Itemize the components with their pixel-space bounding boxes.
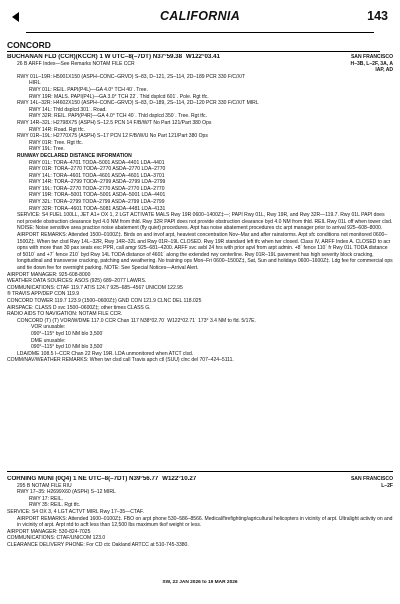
entry-line: RWY 01R: Tree. Rgt tfc. <box>29 139 83 146</box>
entry-line: RWY 01R: TORA–2770 TODA–2770 ASDA–2770 LDA–2770 <box>29 166 166 173</box>
entry-line: RWY 32R: REIL. PAPI(P4R)—GA 4.0° TCH 40´. Thld dsplcd 350´. Tree. Rgt tfc. <box>29 113 207 120</box>
page-number: 143 <box>367 9 388 23</box>
entry-line: RWY 14R: TORA–2799 TODA–2799 ASDA–2799 LDA–2799 <box>29 179 166 186</box>
entry-line: RWY 14R–32L: H2798X75 (ASPH) S–12.5 PCN 14 F/B/W/T No Part 121/Part 380 Ops <box>17 119 212 126</box>
entry-line: RWY 14R: Road. Rgt tfc. <box>29 126 85 133</box>
airport-name: BUCHANAN FLD (CCR)(KCCR) 1 W UTC–8(–7DT) N37°59.38´ W122°03.41´ <box>7 54 223 60</box>
entry-line: AIRSPACE: CLASS D svc 1500–0600Z‡; other times CLASS G. <box>7 304 151 311</box>
entry-line: CONCORD TOWER 119.7 123.9 (1500–0600Z‡) GND CON 121.9 CLNC DEL 118.025 <box>7 297 202 304</box>
chart-ref-2: H–3B, L–2F, 3A, A <box>350 60 393 67</box>
entry-line: RADIO AIDS TO NAVIGATION: NOTAM FILE CCR. <box>7 311 123 318</box>
remarks-paragraph: AIRPORT REMARKS: Attended 1500–0100Z‡. Birds on and invof arpt, heaviest concentration Nov–Mar and after rainstorms. Arpt sfc conditions not monitored 0600–1500Z‡. When twr clsd Rwy 14L–32R, Rwy 14R–32L and Rwy 01R–19L CLOSED. Rwy 19R standard left tfc when twr closed. Class IV, ARFF Index A. CLOSED to acr opns with more than 30 pax seats exc PPR, call amgr 925–681–4200. ARFF svc avbl 24 hrs with prior apvl from arpt admin. +8´ fence 110´ fr Rwy 01L TODA distance of 5010´ and +7´ fence 210´ byd Rwy 14L TODA distance of 4601´ along the extended rwy centerline. Rwy 01R–19L pavement has high severity block cracking, longitudinal and transverse cracking, patching and weathering. No training ops Mon–Fri 0600–1500Z‡, Sat, Sun and holidays 0600–1600Z‡. Ldg fee for commercial ops and tie down fee for overnight parking. NOTE: See Special Notices—Arrival Alert. <box>17 232 393 271</box>
city-rule <box>7 51 380 52</box>
page-header <box>0 0 400 34</box>
entry-line: RWY 01L: TORA–4701 TODA–5001 ASDA–4401 LDA–4401 <box>29 159 165 166</box>
entry-line: 090°–115° byd 10 NM blo 3,500´ <box>31 344 104 351</box>
remarks-paragraph: AIRPORT REMARKS: Attended 1600–0100Z‡. FBO on arpt phone 530–586–8566. Medical/firefighting/agricultural helicopters in vicinity of arpt. Ultralight activity on and in vicinity of arpt. Arpt ntd to acft less than 12,500 lbs maximum tkof weight or less. <box>17 515 393 529</box>
entry-line: ® TRAVIS APP/DEP CON 119.9 <box>7 291 80 298</box>
airport-name: CORNING MUNI (0Q4) 1 NE UTC–8(–7DT) N39°56.77´ W122°10.27´ <box>7 476 199 482</box>
entry-line: RWY 32L: TORA–2799 TODA–2799 ASDA–2799 LDA–2799 <box>29 199 165 206</box>
entry-line: 090°–115° byd 10 NM blo 3,500´ <box>31 330 104 337</box>
entry-line: RUNWAY DECLARED DISTANCE INFORMATION <box>17 152 132 159</box>
entry-line: RWY 19R: MALS. PAPI(P4L)—GA 3.0° TCH 22´. Thld dsplcd 601´. Pole. Rgt tfc. <box>29 93 209 100</box>
entry-line: RWY 19L: Tree. <box>29 146 65 153</box>
entry-line: RWY 01R–19L: H2770X75 (ASPH) S–17 PCN 12 F/B/W/U No Part 121/Part 380 Ops <box>17 133 208 140</box>
entry-line: COMMUNICATIONS: CTAF/UNICOM 123.0 <box>7 535 106 542</box>
airport-title-line <box>7 54 393 61</box>
entry-line: AIRPORT MANAGER: 925-608-8000 <box>7 271 91 278</box>
remarks-paragraph: SERVICE: S4 FUEL 100LL, JET A1+ OX 1, 2 LGT ACTIVATE MALS Rwy 19R 0600–1400Z‡—; PAPI Rwy 01L, Rwy 19R, and Rwy 32R—119.7. Rwy 01L PAPI does not provide obstruction clearance byd 4.0 NM from thld. Rwy 32R PAPI does not provide obstruction clearance byd 4.0 NM from thld. REIL Rwy 01L off when tower clsd. <box>17 212 393 225</box>
airport-entry-corning <box>7 476 393 549</box>
entry-line: CONCORD (T) (T) VOR/W/DME 117.0 CCR Chan 117 N38°02.70´ W122°02.71´ 173° 3.4 NM to fld. 5/17E. <box>17 317 256 324</box>
chart-ref: SAN FRANCISCO <box>350 54 393 60</box>
entry-line: RWY 17–35: H2699X60 (ASPH) S–12 MIRL <box>17 489 116 496</box>
entry-line: RWY 14L: TORA–4601 TODA–4601 ASDA–4601 LDA–3701 <box>29 172 165 179</box>
entry-line: CLEARANCE DELIVERY PHONE: For CD ctc Oakland ARTCC at 510-745-3380. <box>7 541 189 548</box>
airport-info: 26 B ARFF Index—See Remarks NOTAM FILE CCR <box>17 60 135 67</box>
entry-line: COMM/NAV/WEATHER REMARKS: When twr clsd call Travis apch ctl (SUU) clnc del 707–424–5111. <box>7 357 234 364</box>
entry-line: RWY 01L–19R: H5001X150 (ASPH–CONC–GRVD) S–83, D–121, 2S–114, 2D–189 PCR 330 F/C/X/T <box>17 73 246 80</box>
entry-line: SERVICE: S4 OX 3, 4 LGT ACTVT MIRL Rwy 17–35—CTAF. <box>7 508 144 515</box>
page-footer: SW, 22 JAN 2026 to 19 MAR 2026 <box>162 580 238 585</box>
entry-line: HIRL <box>29 80 41 87</box>
airport-info: 295 B NOTAM FILE RIU <box>17 482 72 489</box>
entry-line: RWY 01L: REIL. PAPI(P4L)—GA 4.0° TCH 40´. Tree. <box>29 86 148 93</box>
airport-info-line <box>7 483 393 490</box>
entry-line: DME unusable: <box>31 337 66 344</box>
entry-line: VOR unusable: <box>31 324 66 331</box>
remarks-paragraph: NOISE: Noise sensitive area practice noise abatement (fly quiet) procedures. Arpt has noise abatement procedures ctc arpt manager prior to arrival 925–608–8000. <box>17 225 383 232</box>
entry-line: COMMUNICATIONS: CTAF 119.7 ATIS 124.7 925–685–4567 UNICOM 122.95 <box>7 284 183 291</box>
airport-info-line <box>7 61 393 68</box>
entry-line: RWY 17: REIL. <box>29 495 64 502</box>
page-title: CALIFORNIA <box>159 9 241 23</box>
chart-ref-2: L–2F <box>381 482 393 489</box>
entry-line: WEATHER DATA SOURCES: ASOS (925) 689–2077 LAWRS. <box>7 278 147 285</box>
entry-line: RWY 14L–32R: H4602X150 (ASPH–CONC–GRVD) S–83, D–189, 2S–114, 2D–120 PCR 330 F/C/X/T MIRL <box>17 100 259 107</box>
entry-line: RWY 35: REIL. Rgt tfc. <box>29 502 81 509</box>
airport-info-line-3 <box>7 67 393 74</box>
city-heading: CONCORD <box>7 40 51 50</box>
chart-ref-3: IAP, AD <box>375 67 393 74</box>
entry-line: RWY 32R: TORA–4601 TODA–5081 ASDA–4481 LDA–4131 <box>29 205 166 212</box>
header-rule <box>26 32 374 33</box>
entry-line: AIRPORT MANAGER: 530-824-7025 <box>7 528 91 535</box>
entry-line: RWY 19R: TORA–5001 TODA–5001 ASDA–5001 LDA–4401 <box>29 192 166 199</box>
airport-title-line <box>7 476 393 483</box>
entry-line: RWY 19L: TORA–2770 TODA–2770 ASDA–2770 LDA–2770 <box>29 185 165 192</box>
entry-line: RWY 14L: Thld dsplcd 301´. Road. <box>29 106 107 113</box>
entry-separator <box>7 471 393 472</box>
entry-line: LDA/DME 108.5 I–CCR Chan 22 Rwy 19R. LDA unmonitored when ATCT clsd. <box>17 350 194 357</box>
airport-entry-concord <box>7 54 393 364</box>
chart-ref: SAN FRANCISCO <box>350 476 393 482</box>
